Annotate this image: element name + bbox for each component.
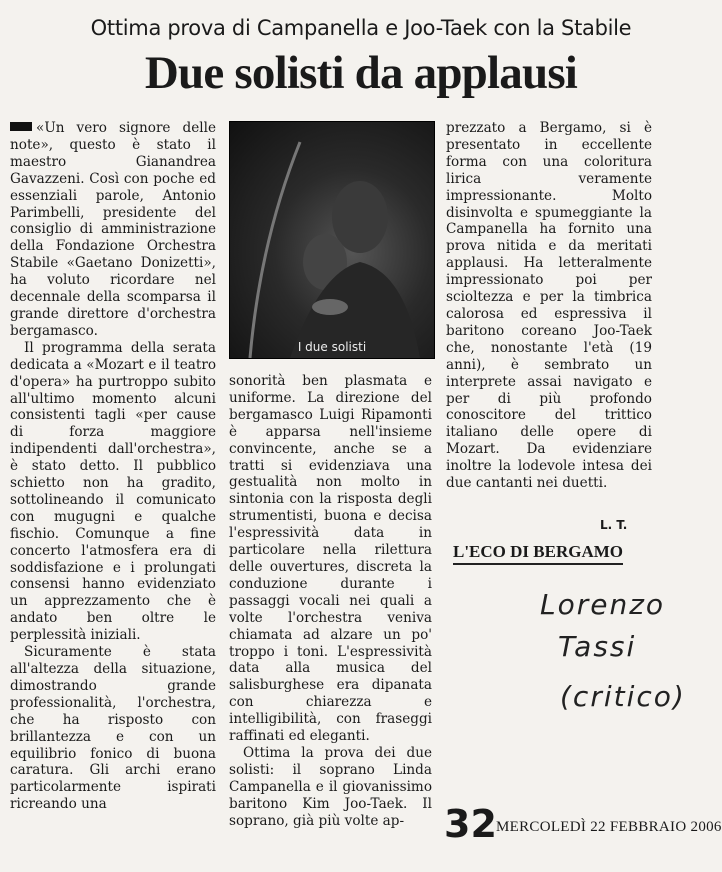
bullet-marker-icon: [10, 122, 32, 131]
article-photo: [229, 121, 435, 359]
paragraph: prezzato a Bergamo, si è presentato in eccellente forma con una coloritura lirica veramente impressionante. Molto disinvolta e spumeggiante la Campanella ha fornito una prova nitida e da meritati applausi. Ha letteralmente impressionato poi per scioltezza e per la timbrica calorosa ed espressiva il baritono coreano Joo-Taek che, nonostante l'età (19 anni), è sembrato un interprete assai navigato e per di più profondo conoscitore del trittico italiano delle opere di Mozart. Da evidenziare inoltre la lodevole intesa dei due cantanti nei duetti.: [446, 120, 652, 492]
paragraph: Il programma della serata dedicata a «Mozart e il teatro d'opera» ha purtroppo subito all'ultimo momento alcuni consistenti tagli «per cause di forza maggiore indipendenti dall'orchestra», è stato detto. Il pubblico schietto non ha gradito, sottolineando il comunicato con mugugni e qualche fischio. Comunque a fine concerto l'atmosfera era di soddisfazione e i prolungati consensi hanno evidenziato un apprezzamento che è andato ben oltre le perplessità iniziali.: [10, 339, 216, 644]
paragraph-text: «Un vero signore delle note», questo è stato il maestro Gianandrea Gavazzeni. Così con poche ed essenziali parole, Antonio Parimbelli, presidente del consiglio di amministrazione della Fondazione Orchestra Stabile «Gaetano Donizetti», ha voluto ricordare nel decennale della scomparsa il grande direttore d'orchestra bergamasco.: [10, 120, 216, 339]
photo-caption: I due solisti: [297, 340, 367, 354]
page-number: 32: [444, 802, 497, 846]
handwritten-note-line2: Tassi: [558, 630, 637, 663]
newspaper-source: L'ECO DI BERGAMO: [453, 542, 623, 565]
page-date: MERCOLEDÌ 22 FEBBRAIO 2006: [496, 819, 722, 835]
photo-figures-icon: [230, 122, 434, 358]
handwritten-note-line3: (critico): [560, 680, 686, 713]
article-column-3: [446, 120, 652, 492]
paragraph: sonorità ben plasmata e uniforme. La direzione del bergamasco Luigi Ripamonti è apparsa nell'insieme convincente, anche se a tratti si evidenziava una gestualità non molto in sintonia con la risposta degli strumentisti, buona e decisa l'espressività data in particolare nella rilettura delle ouvertures, discreta la conduzione durante i passaggi vocali nei quali a volte l'orchestra veniva chiamata ad alzare un po' troppo i toni. L'espressività data alla musica del salisburghese era dipanata con chiarezza e intelligibilità, con fraseggi raffinati ed eleganti.: [229, 373, 432, 745]
paragraph: [10, 120, 216, 340]
article-kicker: Ottima prova di Campanella e Joo-Taek con la Stabile: [90, 16, 632, 40]
article-column-1: [10, 120, 216, 813]
handwritten-note-line1: Lorenzo: [540, 588, 666, 621]
author-signature: L. T.: [600, 518, 628, 532]
article-headline: Due solisti da applausi: [144, 47, 578, 99]
paragraph: Sicuramente è stata all'altezza della situazione, dimostrando grande professionalità, l'orchestra, che ha risposto con brillantezza e con un equilibrio fonico di buona caratura. Gli archi erano particolarmente ispirati ricreando una: [10, 644, 216, 813]
article-column-2: [229, 373, 432, 829]
paragraph: Ottima la prova dei due solisti: il soprano Linda Campanella e il giovanissimo baritono Kim Joo-Taek. Il soprano, già più volte ap-: [229, 744, 432, 829]
